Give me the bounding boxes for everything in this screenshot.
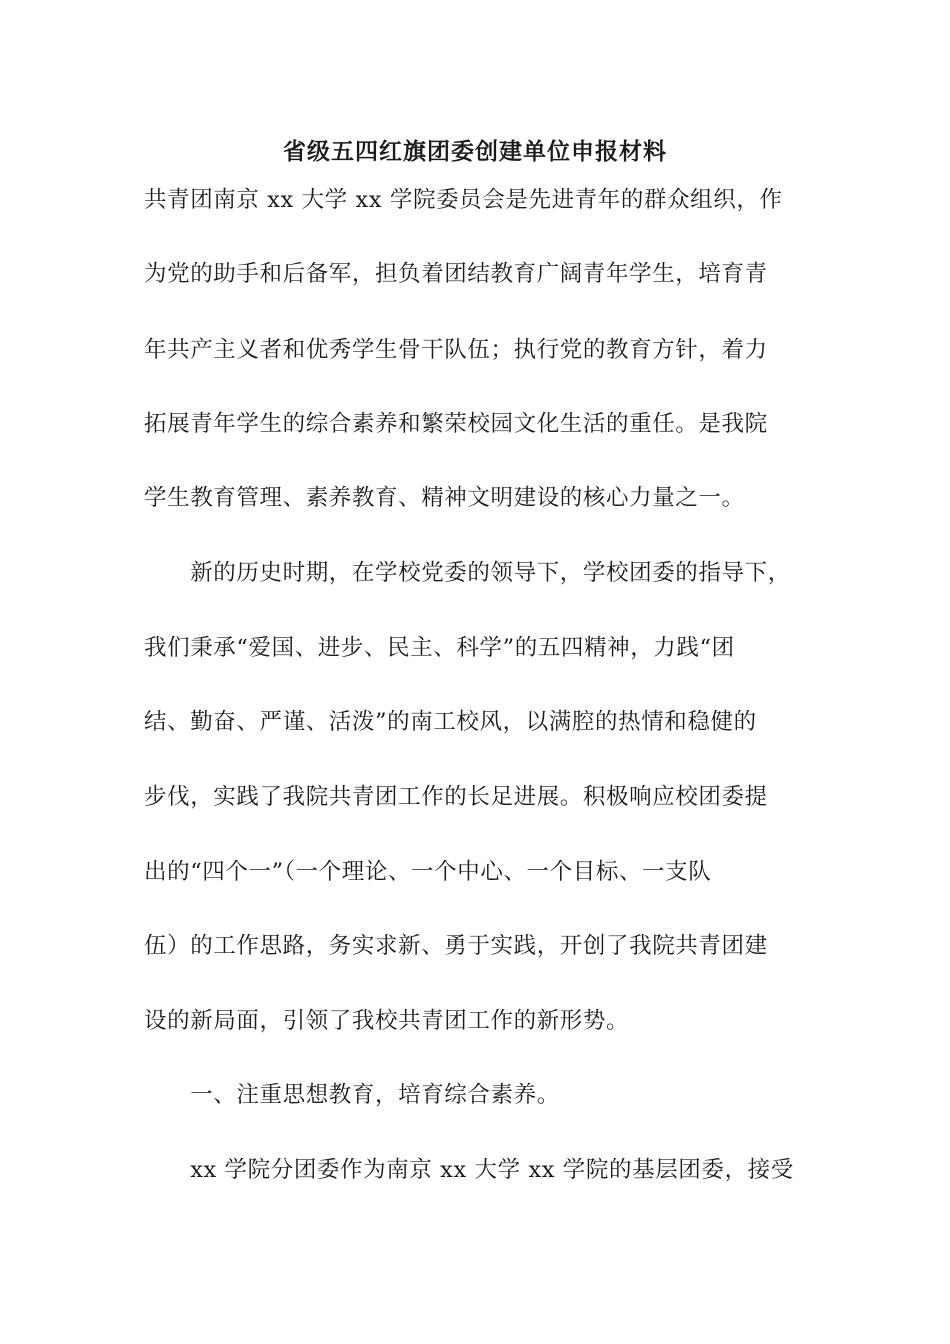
body-line-9: 步伐，实践了我院共青团工作的长足进展。积极响应校团委提 bbox=[144, 784, 768, 810]
section-heading-1: 一、注重思想教育，培育综合素养。 bbox=[144, 1082, 560, 1108]
body-line-2: 为党的助手和后备军，担负着团结教育广阔青年学生，培育青 bbox=[144, 261, 768, 287]
body-line-13: xx 学院分团委作为南京 xx 大学 xx 学院的基层团委，接受 bbox=[144, 1157, 794, 1183]
body-line-3: 年共产主义者和优秀学生骨干队伍；执行党的教育方针，着力 bbox=[144, 337, 768, 363]
body-line-4: 拓展青年学生的综合素养和繁荣校园文化生活的重任。是我院 bbox=[144, 411, 768, 437]
body-line-10: 出的“四个一”（一个理论、一个中心、一个目标、一支队 bbox=[144, 859, 712, 885]
document-title: 省级五四红旗团委创建单位申报材料 bbox=[283, 139, 667, 165]
body-line-5: 学生教育管理、素养教育、精神文明建设的核心力量之一。 bbox=[144, 485, 745, 511]
body-line-7: 我们秉承“爱国、进步、民主、科学”的五四精神，力践“团 bbox=[144, 635, 735, 661]
body-line-11: 伍）的工作思路，务实求新、勇于实践，开创了我院共青团建 bbox=[144, 933, 768, 959]
body-line-12: 设的新局面，引领了我校共青团工作的新形势。 bbox=[144, 1008, 630, 1034]
body-line-6: 新的历史时期，在学校党委的领导下，学校团委的指导下， bbox=[144, 560, 791, 586]
body-line-8: 结、勤奋、严谨、活泼”的南工校风，以满腔的热情和稳健的 bbox=[144, 709, 757, 735]
body-line-1: 共青团南京 xx 大学 xx 学院委员会是先进青年的群众组织，作 bbox=[144, 187, 783, 213]
